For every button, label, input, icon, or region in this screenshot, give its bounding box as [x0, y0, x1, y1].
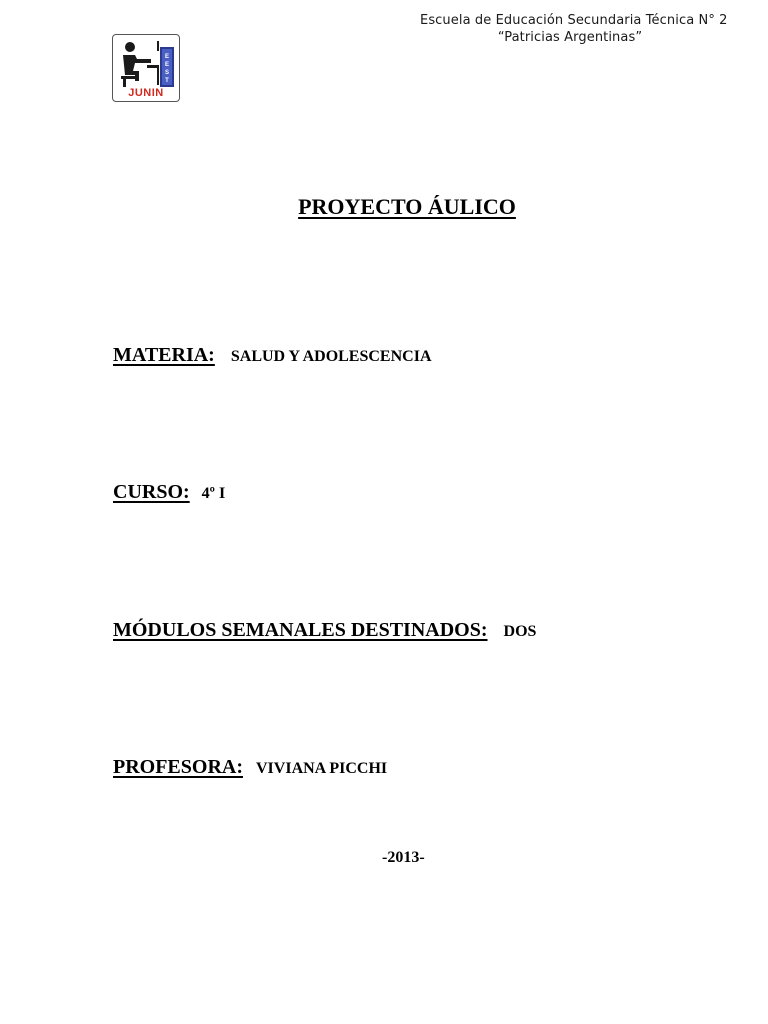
profesora-value: VIVIANA PICCHI	[256, 760, 388, 777]
school-header	[420, 12, 728, 46]
year: -2013-	[382, 849, 425, 866]
svg-text:S: S	[164, 70, 170, 76]
svg-text:T: T	[165, 78, 169, 84]
field-materia	[113, 344, 432, 367]
curso-label: CURSO:	[113, 481, 190, 503]
logo-text: JUNIN	[128, 87, 164, 99]
modulos-label: MÓDULOS SEMANALES DESTINADOS:	[113, 619, 488, 641]
materia-value: SALUD Y ADOLESCENCIA	[230, 348, 432, 365]
school-name: Escuela de Educación Secundaria Técnica N° 2	[420, 13, 728, 28]
modulos-value: DOS	[503, 623, 537, 640]
school-logo	[112, 34, 180, 102]
profesora-label: PROFESORA:	[113, 756, 243, 778]
document-title	[0, 194, 768, 220]
svg-text:E: E	[164, 54, 170, 60]
field-curso	[113, 481, 225, 504]
curso-value: 4º I	[201, 485, 226, 502]
title-text: PROYECTO ÁULICO	[298, 194, 516, 219]
student-at-computer-icon	[113, 35, 179, 91]
field-modulos	[113, 619, 536, 642]
field-profesora	[113, 756, 387, 779]
school-motto: “Patricias Argentinas”	[497, 30, 643, 45]
materia-label: MATERIA:	[113, 344, 215, 366]
svg-text:E: E	[164, 62, 170, 68]
